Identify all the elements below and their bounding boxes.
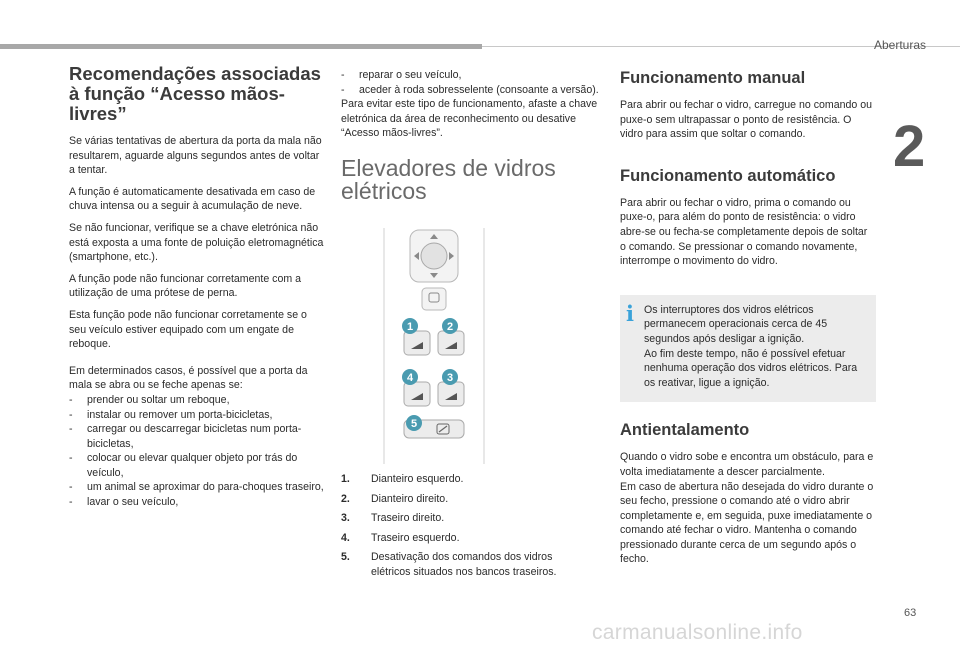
list-item: 2. Dianteiro direito.: [341, 492, 449, 505]
info-box: [620, 295, 876, 403]
conditions-list: [69, 393, 325, 510]
paragraph: Em caso de abertura não desejada do vidro durante o seu fecho, pressione o comando até o vidro abrir completamente e, em seguida, puxe imediatamente o comando até fechar o vidro. Mantenha o comando pressionado durante cerca de um segundo após o fecho.: [620, 480, 874, 566]
paragraph: Em determinados casos, é possível que a porta da mala se abra ou se feche apenas se:: [69, 364, 308, 392]
paragraph: Para evitar este tipo de funcionamento, afaste a chave eletrónica da área de reconhecimento ou desative “Acesso mãos-livres”.: [341, 98, 598, 140]
heading-hands-free-recommendations: Recomendações associadas à função “Acesso mãos-livres”: [69, 63, 321, 124]
watermark: carmanualsonline.info: [592, 621, 803, 644]
header-bar: [0, 44, 482, 49]
list-item: 1. Dianteiro esquerdo.: [341, 473, 464, 485]
page-number: 63: [904, 607, 917, 619]
list-item: - prender ou soltar um reboque,: [69, 393, 325, 408]
heading-manual-operation: Funcionamento manual: [620, 69, 806, 87]
window-switch-panel-diagram: [382, 226, 486, 464]
list-item: - instalar ou remover um porta-bicicletas,: [69, 408, 325, 423]
conditions-list-continued: [341, 68, 599, 97]
badge-5-label: 5: [410, 418, 418, 430]
paragraph: Esta função pode não funcionar corretamente se o seu veículo estiver equipado com um engate de reboque.: [69, 308, 307, 351]
paragraph: Para abrir ou fechar o vidro, carregue no comando ou puxe-o sem ultrapassar o ponto de resistência. O vidro para assim que soltar o comando.: [620, 99, 873, 141]
list-item: - lavar o seu veículo,: [69, 495, 325, 510]
badge-1-label: 1: [406, 321, 414, 333]
badge-4-label: 4: [406, 372, 414, 384]
section-title: Aberturas: [873, 38, 926, 52]
switch-legend: [341, 472, 586, 585]
info-text: Ao fim deste tempo, não é possível efetuar nenhuma operação dos vidros elétricos. Para os reativar, ligue a ignição.: [644, 347, 858, 389]
info-text: Os interruptores dos vidros elétricos permanecem operacionais cerca de 45 segundos após desligar a ignição.: [644, 303, 828, 345]
column-left: [69, 64, 325, 510]
column-right: [620, 68, 875, 574]
info-icon: i: [626, 300, 634, 326]
chapter-number: 2: [893, 114, 926, 179]
heading-automatic-operation: Funcionamento automático: [620, 166, 836, 185]
list-item: - aceder à roda sobresselente (consoante a versão).: [341, 83, 599, 98]
list-item: - um animal se aproximar do para-choques traseiro,: [69, 480, 325, 495]
list-item: 5. Desativação dos comandos dos vidros elétricos situados nos bancos traseiros.: [341, 551, 557, 578]
paragraph: Quando o vidro sobe e encontra um obstáculo, para e volta imediatamente a descer parcialmente.: [620, 451, 874, 478]
paragraph: Se não funcionar, verifique se a chave eletrónica não está exposta a uma fonte de poluição eletromagnética (smartphone, etc.).: [69, 221, 324, 264]
list-item: - carregar ou descarregar bicicletas num porta-bicicletas,: [69, 422, 325, 451]
paragraph: Para abrir ou fechar o vidro, prima o comando ou puxe-o, para além do ponto de resistência: o vidro abre-se ou fecha-se completamente depois de soltar o comando. Se pressionar o comando novamente, interrompe o movimento do vidro.: [620, 196, 868, 268]
heading-power-windows: Elevadores de vidros elétricos: [341, 154, 556, 204]
paragraph: A função pode não funcionar corretamente com a utilização de uma prótese de perna.: [69, 272, 302, 300]
list-item: 3. Traseiro direito.: [341, 512, 445, 525]
list-item: - colocar ou elevar qualquer objeto por trás do veículo,: [69, 451, 325, 480]
paragraph: A função é automaticamente desativada em caso de chuva intensa ou a seguir à acumulação de neve.: [69, 185, 316, 213]
list-item: 4. Traseiro esquerdo.: [341, 531, 460, 544]
paragraph: Se várias tentativas de abertura da porta da mala não resultarem, aguarde alguns segundos antes de voltar a tentar.: [69, 135, 322, 177]
numbered-list: [341, 472, 586, 580]
badge-2-label: 2: [446, 321, 454, 333]
badge-3-label: 3: [446, 372, 454, 384]
list-item: - reparar o seu veículo,: [341, 68, 599, 83]
heading-anti-pinch: Antientalamento: [620, 421, 750, 440]
column-middle: [341, 68, 599, 203]
